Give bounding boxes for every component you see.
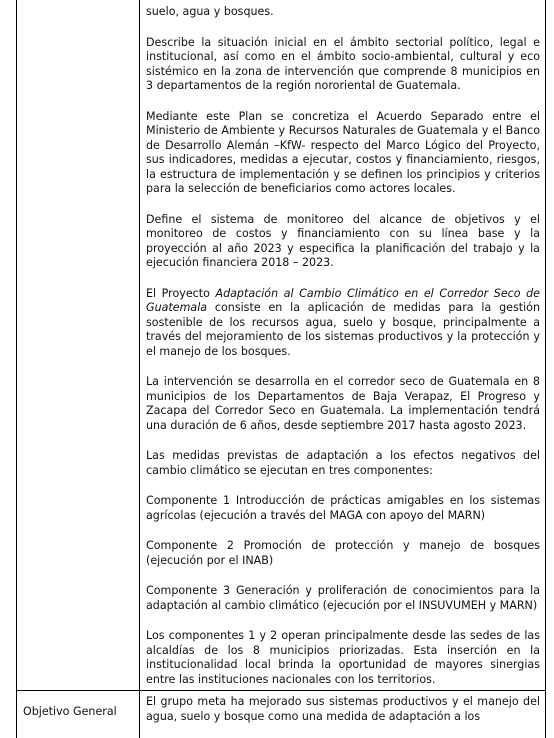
objective-label: Objetivo General bbox=[23, 705, 117, 718]
project-description: consiste en la aplicación de medidas para la gestión sostenible de los recursos agua, suelo y bosque, principalmente a través del mejoramiento de los sistemas productivos y la protección y el manejo de los bosques. bbox=[146, 301, 540, 358]
paragraph: Las medidas previstas de adaptación a los efectos negativos del cambio climático se ejecutan en tres componentes: bbox=[146, 449, 540, 477]
paragraph: suelo, agua y bosques. bbox=[146, 5, 274, 18]
paragraph: Mediante este Plan se concretiza el Acuerdo Separado entre el Ministerio de Ambiente y Recursos Naturales de Guatemala y el Banco de Desarrollo Alemán –KfW- respecto del Marco Lógico del Proyecto, sus indicadores, medidas a ejecutar, costos y financiamiento, riesgos, la estructura de implementación y se definen los principios y criterios para la selección de beneficiarios como actores locales. bbox=[146, 109, 540, 195]
paragraph: Describe la situación inicial en el ámbito sectorial político, legal e institucional, así como en el ámbito socio-ambiental, cultural y eco sistémico en la zona de intervención que comprende 8 municipios en 3 departamentos de la región nororiental de Guatemala. bbox=[146, 35, 540, 92]
table-column-divider bbox=[139, 0, 140, 738]
table-border-left bbox=[16, 0, 17, 738]
paragraph-project bbox=[146, 287, 540, 360]
description-cell bbox=[146, 5, 540, 687]
project-name: Adaptación al Cambio Climático en el Corredor Seco de Guatemala bbox=[146, 286, 540, 314]
project-intro: El Proyecto bbox=[146, 286, 210, 300]
paragraph: Componente 3 Generación y proliferación de conocimientos para la adaptación al cambio climático (ejecución por el INSUVUMEH y MARN) bbox=[146, 584, 540, 612]
table-border-right bbox=[545, 0, 546, 738]
paragraph: Componente 1 Introducción de prácticas amigables en los sistemas agrícolas (ejecución a través del MAGA con apoyo del MARN) bbox=[146, 494, 540, 522]
paragraph: Los componentes 1 y 2 operan principalmente desde las sedes de las alcaldías de los 8 municipios priorizadas. Esta inserción en la institucionalidad local brinda la oportunidad de mayores sinergias entre las instituciones nacionales con los territorios. bbox=[146, 629, 540, 686]
paragraph: Define el sistema de monitoreo del alcance de objetivos y el monitoreo de costos y financiamiento con su línea base y la proyección al año 2023 y especifica la planificación del trabajo y la ejecución financiera 2018 – 2023. bbox=[146, 212, 540, 269]
paragraph: La intervención se desarrolla en el corredor seco de Guatemala en 8 municipios de los Departamentos de Baja Verapaz, El Progreso y Zacapa del Corredor Seco en Guatemala. La implementación tendrá una duración de 6 años, desde septiembre 2017 hasta agosto 2023. bbox=[146, 375, 540, 432]
table-row-divider bbox=[16, 690, 546, 691]
objective-text: El grupo meta ha mejorado sus sistemas productivos y el manejo del agua, suelo y bosque como una medida de adaptación a los bbox=[146, 695, 540, 723]
paragraph: Componente 2 Promoción de protección y manejo de bosques (ejecución por el INAB) bbox=[146, 539, 540, 567]
